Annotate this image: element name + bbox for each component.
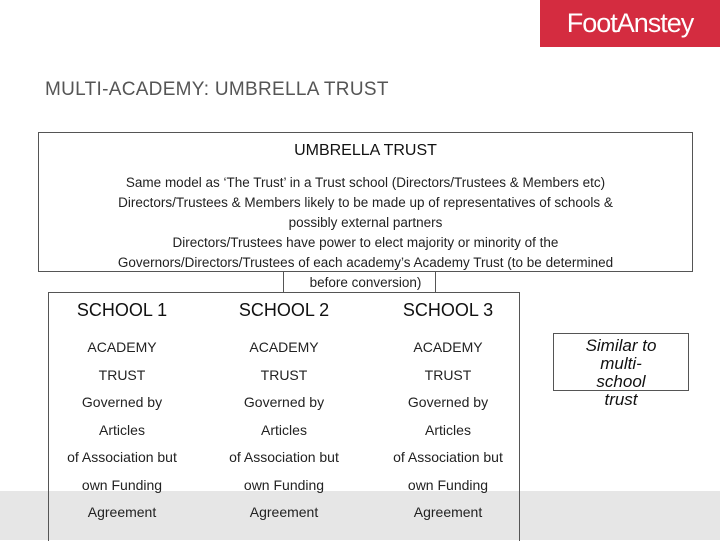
similar-line: Similar to <box>585 336 657 355</box>
school-line: Agreement <box>249 504 319 520</box>
umbrella-line: Directors/Trustees have power to elect majority or minority of the <box>172 235 559 250</box>
foot-anstey-logo <box>540 0 720 47</box>
school-line: Agreement <box>413 504 483 520</box>
school-line: ACADEMY <box>249 339 319 355</box>
umbrella-line: before conversion) <box>309 275 422 290</box>
school-line: TRUST <box>260 366 308 383</box>
umbrella-trust-box <box>38 132 693 290</box>
school-line: Governed by <box>81 394 163 410</box>
school-1 <box>42 300 202 527</box>
school-line: ACADEMY <box>413 339 483 355</box>
page-title: MULTI-ACADEMY: UMBRELLA TRUST <box>45 79 389 100</box>
school-line: Agreement <box>87 504 157 520</box>
umbrella-line: Directors/Trustees & Members likely to be made up of representatives of schools & <box>118 195 613 210</box>
school-3 <box>368 300 528 527</box>
school-line: Articles <box>261 421 307 438</box>
school-line: of Association but <box>229 449 339 465</box>
school-line: TRUST <box>98 366 146 383</box>
school-line: ACADEMY <box>87 339 157 355</box>
similar-line: school <box>596 372 646 391</box>
school-name: SCHOOL 1 <box>76 300 168 320</box>
school-name: SCHOOL 2 <box>238 300 330 320</box>
umbrella-line: possibly external partners <box>288 215 443 230</box>
school-line: TRUST <box>424 366 472 383</box>
umbrella-line: Governors/Directors/Trustees of each academy’s Academy Trust (to be determined <box>117 255 614 270</box>
logo-text: FootAnstey <box>566 8 694 38</box>
umbrella-trust-title: UMBRELLA TRUST <box>294 142 437 159</box>
school-line: own Funding <box>81 476 163 493</box>
school-line: of Association but <box>393 449 503 465</box>
school-2 <box>204 300 364 527</box>
similar-line: trust <box>604 390 638 409</box>
umbrella-trust-description <box>45 173 686 293</box>
similar-line: multi- <box>600 354 642 373</box>
umbrella-line: Same model as ‘The Trust’ in a Trust school (Directors/Trustees & Members etc) <box>125 175 606 190</box>
school-line: Governed by <box>407 394 489 410</box>
school-line: Articles <box>425 421 471 438</box>
school-line: Governed by <box>243 394 325 410</box>
similar-text <box>553 337 689 409</box>
school-line: own Funding <box>243 476 325 493</box>
school-line: of Association but <box>67 449 177 465</box>
school-line: Articles <box>99 421 145 438</box>
school-line: own Funding <box>407 476 489 493</box>
school-name: SCHOOL 3 <box>402 300 494 320</box>
